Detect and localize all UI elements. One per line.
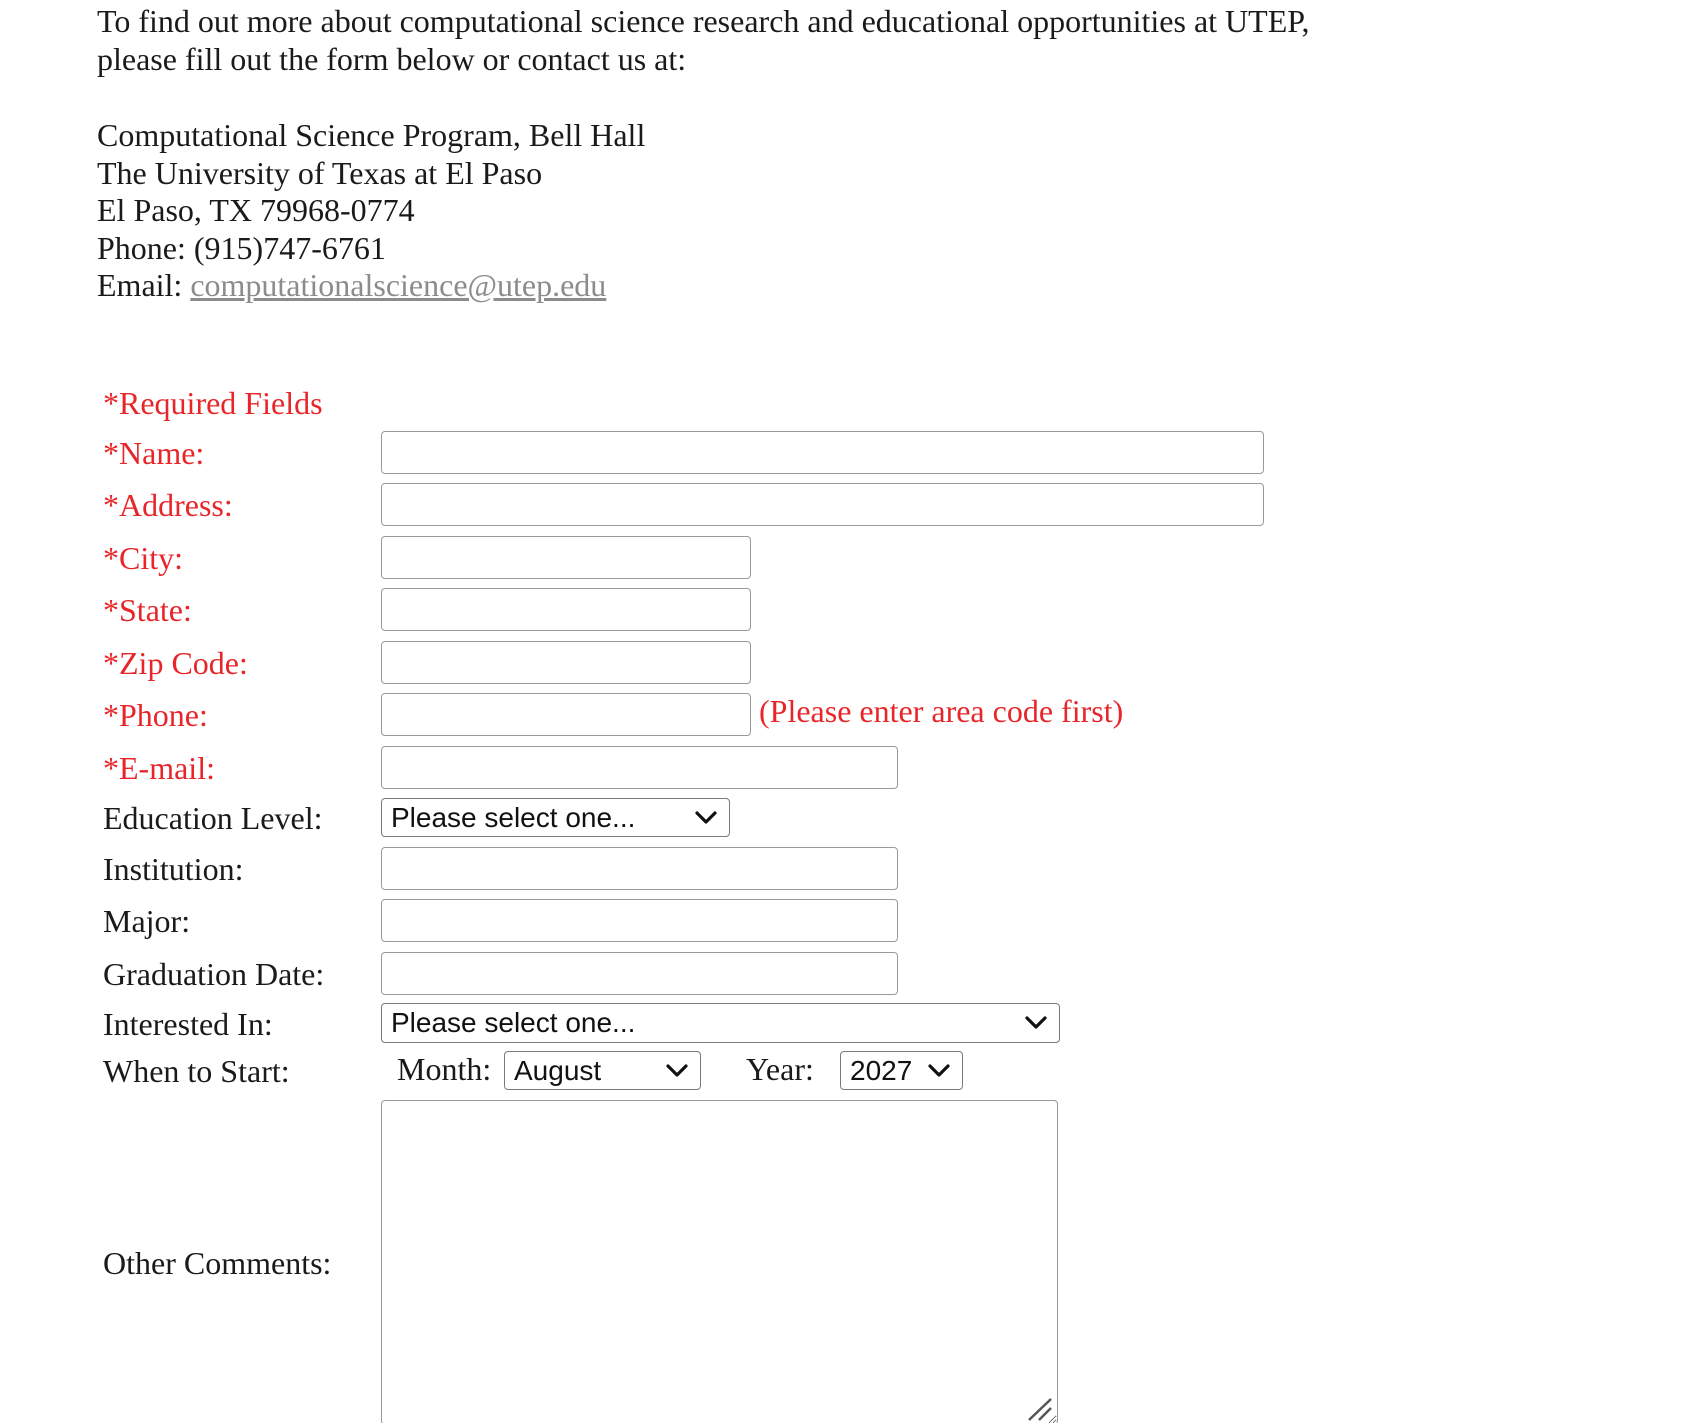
address-input[interactable] [381,483,1264,526]
interested-select[interactable] [381,1003,1060,1043]
intro-line-2: please fill out the form below or contact us at: [97,41,687,77]
phone-input[interactable] [381,693,751,736]
state-label: *State: [103,592,192,628]
major-label: Major: [103,903,191,939]
email-input[interactable] [381,746,898,789]
interested-label: Interested In: [103,1006,273,1042]
comments-label: Other Comments: [103,1245,332,1281]
chevron-down-icon [928,1064,950,1078]
address-label: *Address: [103,487,233,523]
education-select-value: Please select one... [391,801,636,833]
state-input[interactable] [381,588,751,631]
contact-block [97,117,645,305]
month-label: Month: [397,1051,492,1087]
month-select-value: August [514,1054,602,1086]
contact-phone: Phone: (915)747-6761 [97,229,386,266]
email-label: *E-mail: [103,750,215,786]
name-input[interactable] [381,431,1264,474]
major-input[interactable] [381,899,898,942]
chevron-down-icon [666,1064,688,1078]
education-select[interactable] [381,798,730,837]
institution-label: Institution: [103,851,244,887]
interested-select-value: Please select one... [391,1007,636,1038]
city-label: *City: [103,540,184,576]
phone-label: *Phone: [103,697,208,733]
graduation-label: Graduation Date: [103,956,325,992]
contact-city: El Paso, TX 79968-0774 [97,192,415,228]
month-select[interactable] [504,1051,701,1090]
year-label: Year: [746,1051,814,1087]
chevron-down-icon [695,811,717,825]
contact-email-label: Email: [97,267,183,303]
chevron-down-icon [1025,1016,1047,1030]
graduation-input[interactable] [381,952,898,995]
contact-university: The University of Texas at El Paso [97,154,543,191]
year-select-value: 2027 [850,1054,913,1086]
contact-email-link[interactable]: computationalscience@utep.edu [190,267,607,303]
name-label: *Name: [103,435,205,471]
required-fields-note: *Required Fields [103,385,323,421]
phone-hint: (Please enter area code first) [759,693,1124,729]
year-select[interactable] [840,1051,963,1090]
education-label: Education Level: [103,800,323,836]
city-input[interactable] [381,536,751,579]
zip-input[interactable] [381,641,751,684]
intro-line-1: To find out more about computational science research and educational opportunities at UTEP, [97,3,1310,39]
zip-label: *Zip Code: [103,645,248,681]
intro-text [97,2,1310,78]
when-to-start-label: When to Start: [103,1053,290,1089]
institution-input[interactable] [381,847,898,890]
contact-program: Computational Science Program, Bell Hall [97,117,646,153]
contact-email-row [97,267,645,305]
comments-textarea[interactable] [381,1100,1058,1423]
